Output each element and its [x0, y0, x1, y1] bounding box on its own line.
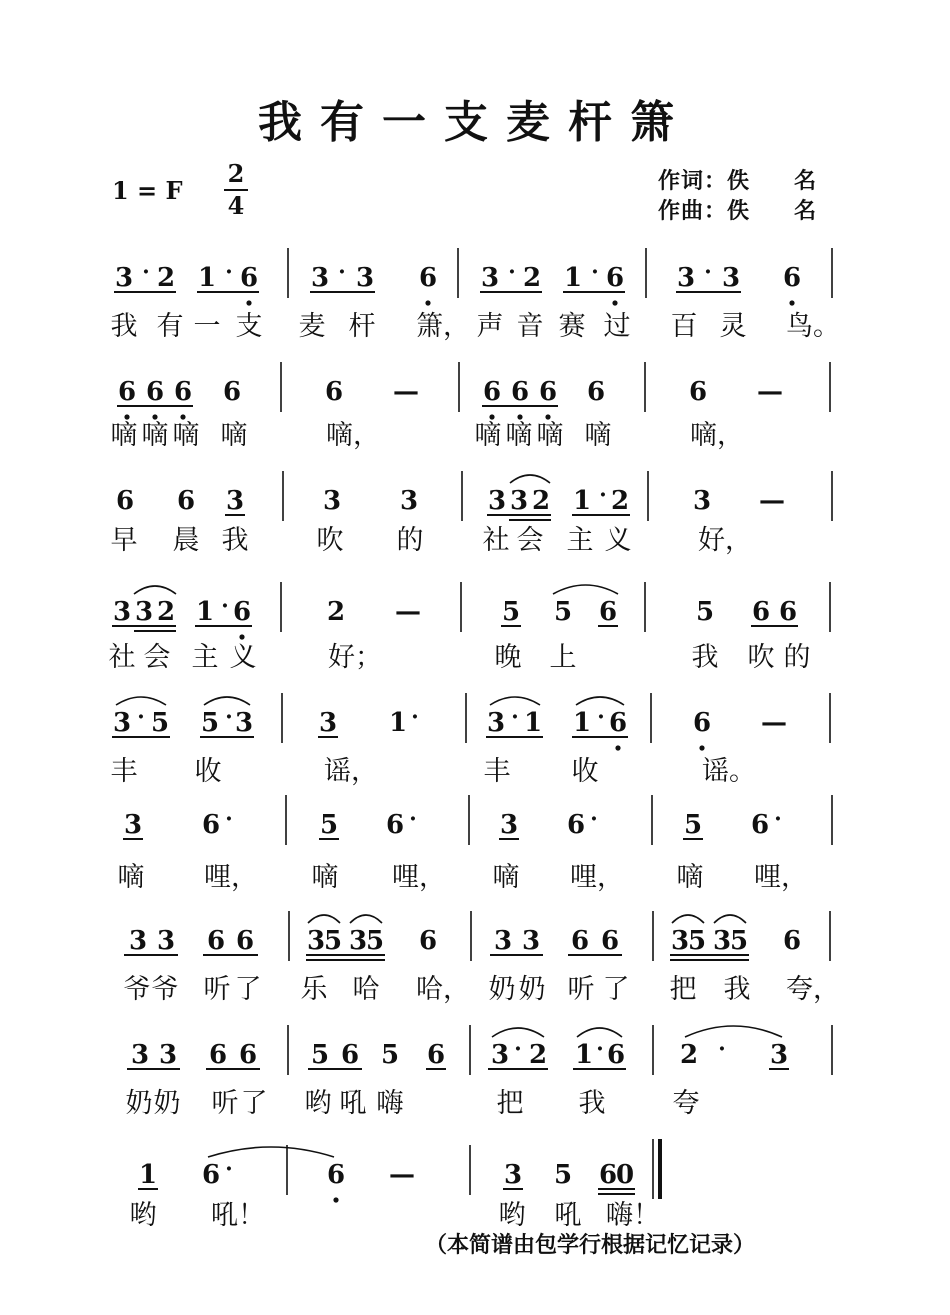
note: 5	[310, 1040, 330, 1070]
note: 1	[197, 263, 217, 293]
note: 6	[238, 1040, 258, 1070]
lyric-syllable: 谣，	[324, 756, 378, 787]
augmentation-dot: ·	[591, 259, 599, 285]
note: 6	[340, 1040, 360, 1070]
lyric-syllable: 赛	[558, 311, 586, 342]
footnote: （本简谱由包学行根据记忆记录）	[425, 1232, 756, 1258]
note: 5	[501, 597, 521, 627]
note: 1	[563, 263, 583, 293]
note: 3	[692, 486, 712, 516]
augmentation-dot: ·	[225, 259, 233, 285]
note: 6	[117, 377, 137, 407]
note: 6	[751, 597, 771, 627]
sustain-dash: —	[393, 377, 419, 407]
lyric-syllable: 早	[110, 525, 138, 556]
augmentation-dot: ·	[225, 1156, 233, 1182]
lyric-syllable: 嘀，	[326, 420, 380, 451]
lyric-syllable: 哩，	[392, 862, 446, 893]
lyric-syllable: 夸，	[786, 974, 840, 1005]
note: 3	[130, 1040, 150, 1070]
lyric-syllable: 百	[670, 311, 698, 342]
time-signature-unit: 4	[227, 191, 245, 220]
lyric-syllable: 哈，	[416, 974, 470, 1005]
augmentation-dot: ·	[774, 806, 782, 832]
augmentation-dot: ·	[411, 704, 419, 730]
lyric-syllable: 会	[143, 642, 171, 673]
note: 3	[158, 1040, 178, 1070]
augmentation-dot: ·	[718, 1036, 726, 1062]
augmentation-dot: ·	[225, 704, 233, 730]
lyric-syllable: 奶	[488, 974, 516, 1005]
note: 3	[134, 597, 154, 627]
note: 3	[112, 597, 132, 627]
note: 3	[348, 926, 368, 956]
slur	[685, 1026, 782, 1037]
augmentation-dot: ·	[704, 259, 712, 285]
note: 1	[523, 708, 543, 738]
lyric-syllable: 嘀	[505, 420, 533, 451]
lyric-syllable: 丰	[110, 756, 138, 787]
note: 6	[606, 1040, 626, 1070]
note: 6	[782, 263, 802, 293]
note: 3	[310, 263, 330, 293]
lyric-syllable: 谣。	[702, 756, 756, 787]
lyric-syllable: 哟	[129, 1200, 157, 1231]
note: 1	[388, 708, 408, 738]
note: 6	[418, 263, 438, 293]
note: 5	[695, 597, 715, 627]
note: 6	[692, 708, 712, 738]
lyric-syllable: 嘀	[117, 862, 145, 893]
note: 1	[572, 486, 592, 516]
lyric-syllable: 夸	[672, 1088, 700, 1119]
low-octave-dot	[333, 1197, 338, 1202]
lyric-syllable: 吼	[339, 1088, 367, 1119]
augmentation-dot: ·	[599, 482, 607, 508]
lyric-syllable: 哩，	[204, 862, 258, 893]
note: 3	[156, 926, 176, 956]
augmentation-dot: ·	[508, 259, 516, 285]
lyric-syllable: 吹	[316, 525, 344, 556]
sustain-dash: —	[395, 597, 421, 627]
lyric-syllable: 奶	[125, 1088, 153, 1119]
lyric-syllable: 箫，	[416, 311, 470, 342]
note: 3	[128, 926, 148, 956]
note: 5	[553, 597, 573, 627]
lyric-syllable: 嘀	[110, 420, 138, 451]
note: 3	[123, 810, 143, 840]
note: 6	[115, 486, 135, 516]
note: 6	[201, 1160, 221, 1190]
note: 1	[195, 597, 215, 627]
note: 3	[306, 926, 326, 956]
augmentation-dot: ·	[597, 704, 605, 730]
lyric-syllable: 嘀	[492, 862, 520, 893]
lyric-syllable: 丰	[483, 756, 511, 787]
lyric-syllable: 晚	[494, 642, 522, 673]
lyric-syllable: 嘀	[172, 420, 200, 451]
note: 6	[598, 1160, 618, 1190]
note: 3	[322, 486, 342, 516]
note: 6	[239, 263, 259, 293]
lyric-syllable: 乐	[300, 974, 328, 1005]
low-octave-dot	[239, 634, 244, 639]
note: 3	[503, 1160, 523, 1190]
lyric-syllable: 哟	[304, 1088, 332, 1119]
augmentation-dot: ·	[338, 259, 346, 285]
note: 6	[235, 926, 255, 956]
note: 6	[778, 597, 798, 627]
lyric-syllable: 哟	[498, 1200, 526, 1231]
note: 5	[683, 810, 703, 840]
note: 6	[385, 810, 405, 840]
lyric-syllable: 音	[516, 311, 544, 342]
slur	[672, 915, 704, 923]
sustain-dash: —	[761, 708, 787, 738]
lyric-syllable: 奶	[153, 1088, 181, 1119]
lyric-syllable: 晨	[172, 525, 200, 556]
note: 6	[326, 1160, 346, 1190]
note: 5	[380, 1040, 400, 1070]
note: 6	[324, 377, 344, 407]
lyric-syllable: 听	[211, 1088, 239, 1119]
lyric-syllable: 杆	[348, 311, 376, 342]
lyric-syllable: 我	[723, 974, 751, 1005]
note: 3	[487, 486, 507, 516]
lyric-syllable: 哩，	[754, 862, 808, 893]
lyric-syllable: 一	[193, 311, 221, 342]
note: 6	[586, 377, 606, 407]
note: 2	[156, 597, 176, 627]
lyric-syllable: 吼！	[211, 1200, 265, 1231]
augmentation-dot: ·	[225, 806, 233, 832]
lyric-syllable: 嗨！	[606, 1200, 660, 1231]
low-octave-dot	[425, 300, 430, 305]
augmentation-dot: ·	[590, 806, 598, 832]
slur	[308, 915, 340, 923]
note: 2	[531, 486, 551, 516]
lyric-syllable: 声	[476, 311, 504, 342]
note: 6	[608, 708, 628, 738]
lyric-syllable: 嘀	[536, 420, 564, 451]
note: 3	[499, 810, 519, 840]
lyric-syllable: 社	[482, 525, 510, 556]
slur	[134, 586, 176, 594]
note: 6	[482, 377, 502, 407]
lyric-syllable: 嘀	[141, 420, 169, 451]
composer-name-b: 名	[794, 198, 818, 224]
note: 6	[173, 377, 193, 407]
note: 1	[572, 708, 592, 738]
note: 6	[782, 926, 802, 956]
low-octave-dot	[789, 300, 794, 305]
lyric-syllable: 有	[156, 311, 184, 342]
low-octave-dot	[180, 414, 185, 419]
lyric-syllable: 吹	[747, 642, 775, 673]
note: 3	[234, 708, 254, 738]
time-signature-beats: 2	[227, 159, 245, 188]
note: 3	[399, 486, 419, 516]
lyric-syllable: 主	[566, 525, 594, 556]
note: 6	[600, 926, 620, 956]
note: 3	[676, 263, 696, 293]
low-octave-dot	[152, 414, 157, 419]
lyric-syllable: 上	[549, 642, 577, 673]
lyric-syllable: 嗨	[376, 1088, 404, 1119]
augmentation-dot: ·	[142, 259, 150, 285]
lyric-syllable: 灵	[719, 311, 747, 342]
lyric-syllable: 收	[194, 756, 222, 787]
note: 1	[574, 1040, 594, 1070]
note: 2	[528, 1040, 548, 1070]
lyric-syllable: 爷	[123, 974, 151, 1005]
note: 6	[201, 810, 221, 840]
lyric-syllable: 了	[234, 974, 262, 1005]
lyricist-name-b: 名	[794, 168, 818, 194]
lyric-syllable: 嘀	[584, 420, 612, 451]
note: 3	[721, 263, 741, 293]
lyric-syllable: 嘀	[311, 862, 339, 893]
note: 5	[200, 708, 220, 738]
note: 5	[365, 926, 385, 956]
sustain-dash: —	[757, 377, 783, 407]
key-signature: 1 = F	[112, 176, 183, 205]
lyric-syllable: 听	[203, 974, 231, 1005]
low-octave-dot	[489, 414, 494, 419]
note: 6	[570, 926, 590, 956]
slur	[350, 915, 382, 923]
note: 3	[486, 708, 506, 738]
note: 3	[769, 1040, 789, 1070]
note: 6	[598, 597, 618, 627]
lyric-syllable: 嘀	[676, 862, 704, 893]
note: 6	[232, 597, 252, 627]
low-octave-dot	[615, 745, 620, 750]
augmentation-dot: ·	[409, 806, 417, 832]
note: 2	[326, 597, 346, 627]
note: 3	[114, 263, 134, 293]
note: 2	[610, 486, 630, 516]
augmentation-dot: ·	[137, 704, 145, 730]
slur	[553, 585, 618, 594]
lyric-syllable: 我	[578, 1088, 606, 1119]
lyric-syllable: 过	[603, 311, 631, 342]
lyric-syllable: 了	[602, 974, 630, 1005]
lyric-syllable: 听	[567, 974, 595, 1005]
lyric-syllable: 把	[669, 974, 697, 1005]
lyric-syllable: 支	[235, 311, 263, 342]
note: 6	[688, 377, 708, 407]
note: 6	[426, 1040, 446, 1070]
lyricist-name-a: 佚	[727, 168, 751, 194]
note: 6	[206, 926, 226, 956]
low-octave-dot	[545, 414, 550, 419]
lyric-syllable: 收	[571, 756, 599, 787]
augmentation-dot: ·	[511, 704, 519, 730]
lyric-syllable: 吼	[554, 1200, 582, 1231]
note: 5	[323, 926, 343, 956]
low-octave-dot	[517, 414, 522, 419]
note: 6	[750, 810, 770, 840]
note: 6	[208, 1040, 228, 1070]
note: 3	[490, 1040, 510, 1070]
note: 2	[156, 263, 176, 293]
note: 5	[687, 926, 707, 956]
lyric-syllable: 我	[691, 642, 719, 673]
lyric-syllable: 鸟。	[786, 311, 840, 342]
lyric-syllable: 嘀	[474, 420, 502, 451]
low-octave-dot	[612, 300, 617, 305]
augmentation-dot: ·	[221, 593, 229, 619]
composer-label: 作曲：	[658, 198, 728, 224]
lyric-syllable: 的	[783, 642, 811, 673]
sustain-dash: —	[759, 486, 785, 516]
sustain-dash: —	[389, 1160, 415, 1190]
lyric-syllable: 我	[221, 525, 249, 556]
note: 6	[510, 377, 530, 407]
lyric-syllable: 好；	[328, 642, 382, 673]
low-octave-dot	[246, 300, 251, 305]
lyric-syllable: 的	[396, 525, 424, 556]
note: 3	[670, 926, 690, 956]
note: 5	[319, 810, 339, 840]
note: 6	[418, 926, 438, 956]
note: 6	[176, 486, 196, 516]
slur	[714, 915, 746, 923]
lyric-syllable: 义	[229, 642, 257, 673]
note: 3	[355, 263, 375, 293]
augmentation-dot: ·	[596, 1036, 604, 1062]
composer-name-a: 佚	[727, 198, 751, 224]
note: 3	[480, 263, 500, 293]
note: 3	[509, 486, 529, 516]
note: 6	[538, 377, 558, 407]
note: 3	[712, 926, 732, 956]
note: 3	[493, 926, 513, 956]
lyric-syllable: 奶	[518, 974, 546, 1005]
note: 3	[112, 708, 132, 738]
low-octave-dot	[124, 414, 129, 419]
lyric-syllable: 义	[604, 525, 632, 556]
note: 3	[521, 926, 541, 956]
lyric-syllable: 爷	[151, 974, 179, 1005]
slur	[510, 475, 550, 483]
note: 6	[566, 810, 586, 840]
note: 0	[615, 1160, 635, 1190]
lyric-syllable: 会	[516, 525, 544, 556]
lyricist-label: 作词：	[658, 168, 728, 194]
lyric-syllable: 我	[110, 311, 138, 342]
lyric-syllable: 了	[240, 1088, 268, 1119]
lyric-syllable: 麦	[298, 311, 326, 342]
note: 6	[605, 263, 625, 293]
lyric-syllable: 哩，	[570, 862, 624, 893]
lyric-syllable: 把	[496, 1088, 524, 1119]
note: 1	[138, 1160, 158, 1190]
lyric-syllable: 好，	[698, 525, 752, 556]
augmentation-dot: ·	[514, 1036, 522, 1062]
note: 5	[553, 1160, 573, 1190]
note: 3	[318, 708, 338, 738]
note: 5	[150, 708, 170, 738]
lyric-syllable: 社	[108, 642, 136, 673]
note: 5	[729, 926, 749, 956]
note: 6	[222, 377, 242, 407]
lyric-syllable: 嘀	[220, 420, 248, 451]
song-title: 我有一支麦杆箫	[258, 97, 692, 148]
lyric-syllable: 哈	[352, 974, 380, 1005]
lyric-syllable: 嘀，	[690, 420, 744, 451]
note: 2	[522, 263, 542, 293]
note: 2	[679, 1040, 699, 1070]
note: 6	[145, 377, 165, 407]
note: 3	[225, 486, 245, 516]
low-octave-dot	[699, 745, 704, 750]
lyric-syllable: 主	[191, 642, 219, 673]
